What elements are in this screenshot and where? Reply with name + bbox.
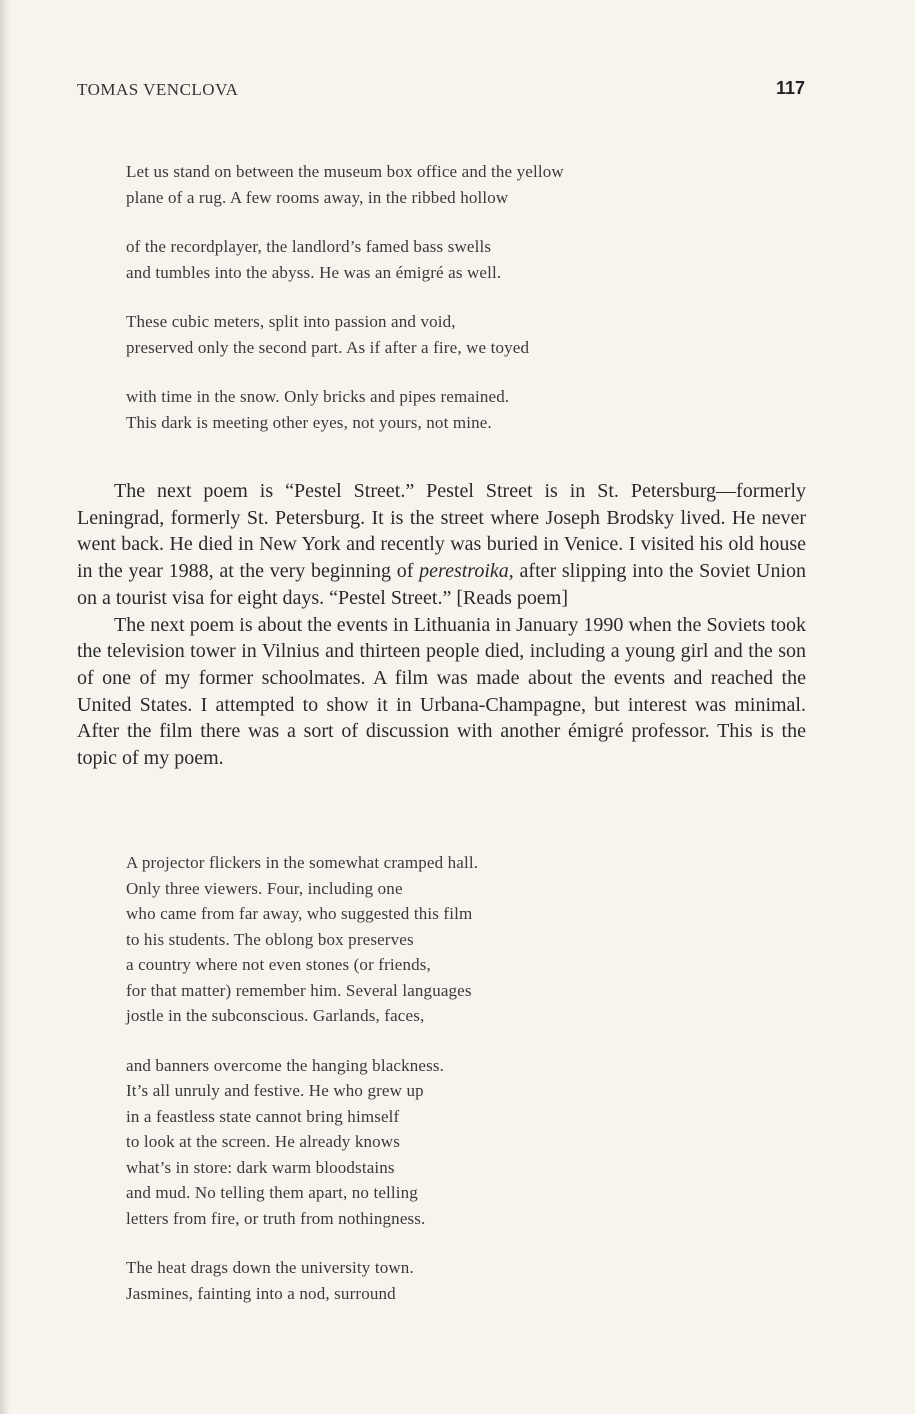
poem-line: It’s all unruly and festive. He who grew up — [126, 1081, 424, 1100]
running-head: TOMAS VENCLOVA — [77, 80, 239, 99]
poem-line: Jasmines, fainting into a nod, surround — [126, 1283, 396, 1303]
poem-line: jostle in the subconscious. Garlands, faces, — [126, 1006, 425, 1025]
poem-line: with time in the snow. Only bricks and pipes remained. — [126, 387, 510, 406]
poem-line: A projector flickers in the somewhat cramped hall. — [126, 853, 479, 872]
poem-stanza — [126, 159, 564, 210]
poem-stanza — [126, 1255, 478, 1306]
poem-stanza — [126, 1053, 478, 1232]
poem-line: This dark is meeting other eyes, not yours, not mine. — [126, 412, 492, 432]
poem-line: preserved only the second part. As if after a fire, we toyed — [126, 337, 530, 357]
poem-line: who came from far away, who suggested this film — [126, 904, 473, 923]
poem-line: what’s in store: dark warm bloodstains — [126, 1157, 395, 1177]
prose-text: The next poem is “Pestel Street.” Pestel Street is in St. Petersburg—formerly Leningrad, formerly St. Petersburg. It is the street where Joseph Brodsky lived. He never went back. He died in New York and recently was buried in Venice. I visited his old house in the year 1988, at the very beginning of — [77, 480, 806, 583]
prose-body — [77, 478, 806, 772]
poem-stanza — [126, 309, 564, 360]
prose-italic-term: perestroika, — [419, 560, 514, 583]
prose-paragraph — [77, 478, 806, 612]
poem-stanza — [126, 850, 478, 1029]
page-number: 117 — [775, 78, 805, 98]
poem-stanza — [126, 384, 564, 435]
poem-line: plane of a rug. A few rooms away, in the ribbed hollow — [126, 187, 509, 207]
page-edge-shadow — [0, 0, 10, 1414]
poem-line: These cubic meters, split into passion and void, — [126, 312, 456, 331]
poem-line: in a feastless state cannot bring himself — [126, 1106, 400, 1126]
poem-line: The heat drags down the university town. — [126, 1258, 414, 1277]
poem-line: and tumbles into the abyss. He was an émigré as well. — [126, 262, 502, 282]
prose-text: after slipping into the Soviet Union on a tourist visa for eight days. “Pestel Street.” [Reads poem] — [77, 560, 806, 609]
prose-paragraph: The next poem is about the events in Lithuania in January 1990 when the Soviets took the television tower in Vilnius and thirteen people died, including a young girl and the son of one of my former schoolmates. A film was made about the events and reached the United States. I attempted to show it in Urbana-Champagne, but interest was minimal. After the film there was a sort of discussion with another émigré professor. This is the topic of my poem. — [77, 613, 806, 770]
poem-line: for that matter) remember him. Several languages — [126, 980, 472, 1000]
poem-line: to look at the screen. He already knows — [126, 1132, 400, 1151]
poem-line: to his students. The oblong box preserves — [126, 929, 414, 949]
poem-line: and mud. No telling them apart, no telling — [126, 1183, 418, 1202]
page-header — [77, 80, 805, 104]
poem-line: and banners overcome the hanging blackness. — [126, 1055, 445, 1075]
poem-line: Only three viewers. Four, including one — [126, 878, 403, 898]
poem-second — [126, 850, 478, 1306]
poem-first — [126, 159, 564, 435]
poem-line: Let us stand on between the museum box office and the yellow — [126, 162, 564, 181]
poem-line: letters from fire, or truth from nothingness. — [126, 1208, 426, 1228]
poem-stanza — [126, 234, 564, 285]
poem-line: of the recordplayer, the landlord’s famed bass swells — [126, 237, 492, 256]
poem-line: a country where not even stones (or friends, — [126, 955, 431, 974]
